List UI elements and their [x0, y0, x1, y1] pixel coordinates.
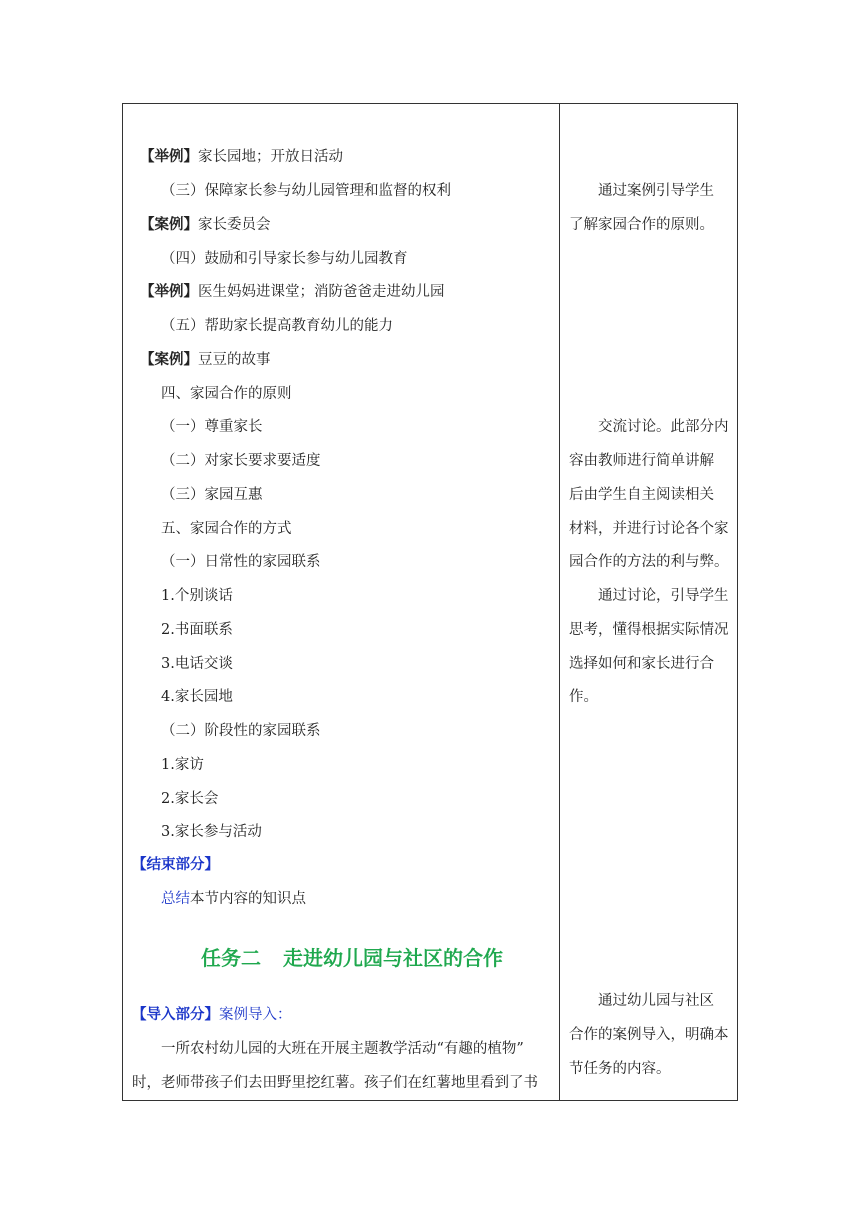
note-line: 通过讨论，引导学生: [598, 588, 729, 604]
note-line: 后由学生自主阅读相关: [569, 487, 714, 503]
note-line: 通过案例引导学生: [598, 183, 714, 199]
text-line: 1.个别谈话: [161, 588, 233, 604]
note-line: 作。: [569, 689, 598, 705]
text-line: 2.家长会: [161, 791, 219, 807]
note-line: 容由教师进行简单讲解: [569, 453, 714, 469]
note-line: 合作的案例导入，明确本: [569, 1027, 729, 1043]
text-line: （一）日常性的家园联系: [161, 554, 321, 570]
intro-line: 【导入部分】案例导入：: [132, 1006, 292, 1023]
case-paragraph-line: 一所农村幼儿园的大班在开展主题教学活动“有趣的植物”: [161, 1041, 524, 1057]
text-line: （二）阶段性的家园联系: [161, 723, 321, 739]
task-heading: 任务二 走进幼儿园与社区的合作: [201, 946, 503, 970]
lesson-plan-table: [122, 103, 738, 1101]
text-line: 1.家访: [161, 757, 204, 773]
text-line: 【案例】家长委员会: [140, 216, 271, 233]
note-line: 选择如何和家长进行合: [569, 656, 714, 672]
text-line: （一）尊重家长: [161, 419, 263, 435]
text-line: 3.家长参与活动: [161, 824, 262, 840]
note-line: 了解家园合作的原则。: [569, 217, 714, 233]
text-line: 2.书面联系: [161, 622, 233, 638]
case-paragraph-line: 时，老师带孩子们去田野里挖红薯。孩子们在红薯地里看到了书: [132, 1075, 538, 1091]
text-line: 【举例】医生妈妈进课堂；消防爸爸走进幼儿园: [140, 283, 445, 300]
text-line: （三）保障家长参与幼儿园管理和监督的权利: [161, 183, 451, 199]
note-line: 材料，并进行讨论各个家: [569, 521, 729, 537]
note-line: 思考，懂得根据实际情况: [569, 622, 729, 638]
text-line: 五、家园合作的方式: [161, 521, 292, 537]
text-line: （五）帮助家长提高教育幼儿的能力: [161, 318, 393, 334]
notes-column: [560, 104, 738, 1100]
note-line: 交流讨论。此部分内: [598, 419, 729, 435]
text-line: 4.家长园地: [161, 689, 233, 705]
text-line: （二）对家长要求要适度: [161, 453, 321, 469]
text-line: 【举例】家长园地；开放日活动: [140, 148, 343, 165]
text-line: （四）鼓励和引导家长参与幼儿园教育: [161, 251, 408, 267]
note-line: 通过幼儿园与社区: [598, 993, 714, 1009]
note-line: 节任务的内容。: [569, 1061, 671, 1077]
text-line: （三）家园互惠: [161, 487, 263, 503]
text-line: 四、家园合作的原则: [161, 386, 292, 402]
note-line: 园合作的方法的利与弊。: [569, 554, 729, 570]
text-line: 【案例】豆豆的故事: [140, 351, 271, 368]
end-section-label: 【结束部分】: [132, 856, 219, 873]
text-line: 3.电话交谈: [161, 656, 233, 672]
content-column: [123, 104, 559, 1100]
summary-line: 总结本节内容的知识点: [161, 891, 306, 907]
